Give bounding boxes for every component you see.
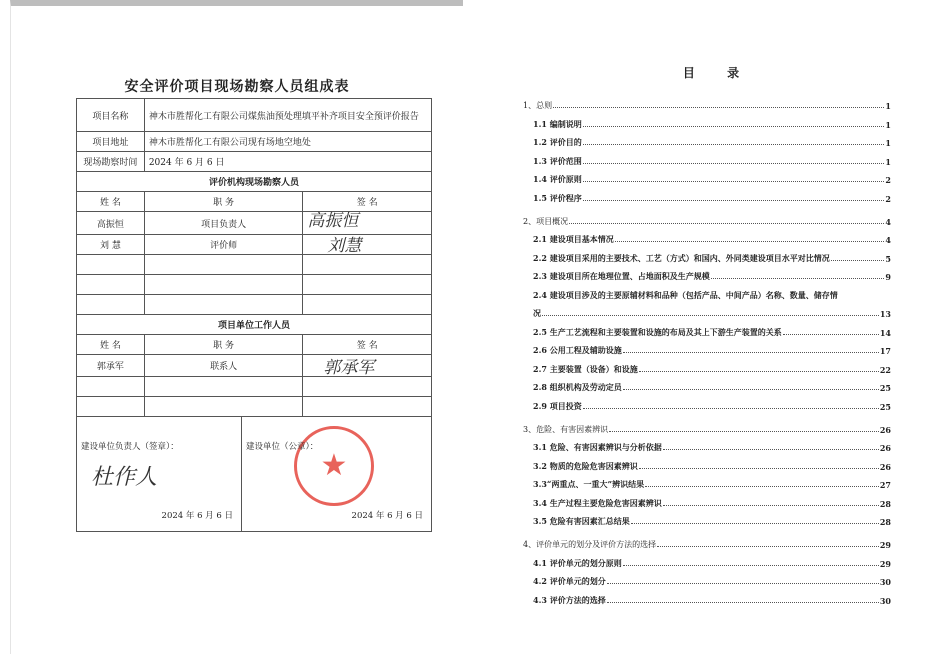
toc-entry[interactable] [523, 472, 891, 491]
signature: 高振恒 [307, 211, 359, 231]
col-name: 姓 名 [77, 335, 145, 355]
toc-leader-dots [583, 181, 885, 182]
staff-role: 项目负责人 [144, 212, 303, 235]
unit-seal-cell [242, 416, 432, 531]
toc-leader-dots [583, 200, 885, 201]
toc-list [523, 88, 891, 606]
toc-entry[interactable] [523, 338, 891, 357]
toc-entry-page: 29 [879, 558, 891, 569]
toc-entry-page: 1 [885, 101, 891, 111]
toc-entry-text: 2.8 组织机构及劳动定员 [533, 382, 622, 392]
toc-entry-page: 30 [879, 595, 891, 606]
address-label: 项目地址 [77, 132, 145, 152]
toc-entry[interactable] [523, 531, 891, 550]
toc-entry[interactable] [523, 550, 891, 569]
toc-entry-page: 1 [885, 119, 891, 130]
leader-sign-cell [77, 416, 242, 531]
toc-entry[interactable] [523, 92, 891, 111]
toc-entry-text: 1.2 评价目的 [533, 137, 582, 147]
toc-entry[interactable] [523, 282, 891, 301]
time-label: 现场勘察时间 [77, 152, 145, 172]
toc-entry-page: 26 [879, 461, 891, 472]
date: 2024 年 6 月 6 日 [161, 510, 233, 521]
staff-name: 郭承军 [77, 355, 145, 377]
toc-entry[interactable] [523, 227, 891, 246]
section-evaluator-staff: 评价机构现场勘察人员 [77, 172, 432, 192]
toc-entry[interactable] [523, 167, 891, 186]
staff-role: 评价师 [144, 235, 303, 255]
toc-leader-dots [783, 334, 879, 335]
toc-leader-dots [623, 389, 879, 390]
col-role: 职 务 [144, 335, 303, 355]
survey-time: 2024 年 6 月 6 日 [144, 152, 431, 172]
toc-entry-text: 4.3 评价方法的选择 [533, 594, 606, 605]
toc-title: 目 录 [682, 66, 754, 80]
form-title: 安全评价项目现场勘察人员组成表 [124, 79, 350, 95]
toc-entry[interactable] [523, 130, 891, 149]
staff-name: 高振恒 [77, 212, 145, 235]
toc-entry[interactable] [523, 453, 891, 472]
toc-entry-page: 28 [879, 517, 891, 527]
toc-leader-dots [615, 241, 885, 242]
col-sign: 签 名 [303, 335, 432, 355]
section-unit-staff: 项目单位工作人员 [77, 315, 432, 335]
leader-label: 建设单位负责人（签章）： [81, 442, 179, 452]
toc-entry[interactable] [523, 148, 891, 167]
leader-signature: 杜作人 [91, 465, 158, 490]
toc-entry[interactable] [523, 393, 891, 412]
toc-entry[interactable] [523, 245, 891, 264]
toc-entry-text: 1.4 评价原则 [533, 174, 582, 184]
toc-entry-page: 30 [879, 577, 891, 587]
date: 2024 年 6 月 6 日 [351, 510, 423, 521]
toc-leader-dots [711, 278, 885, 279]
toc-entry[interactable] [523, 416, 891, 435]
toc-leader-dots [609, 431, 879, 432]
toc-entry-text: 4、评价单元的划分及评价方法的选择 [523, 540, 657, 549]
toc-entry-text: 1.1 编制说明 [533, 118, 582, 129]
toc-entry[interactable] [523, 319, 891, 338]
toc-leader-dots [583, 144, 885, 145]
toc-leader-dots [583, 408, 879, 409]
toc-entry[interactable] [523, 356, 891, 375]
toc-entry-text: 2.3 建设项目所在地理位置、占地面积及生产规模 [533, 271, 710, 281]
toc-entry-page: 22 [879, 364, 891, 375]
toc-entry[interactable] [523, 509, 891, 528]
col-sign: 签 名 [303, 192, 432, 212]
toc-entry[interactable] [523, 111, 891, 130]
toc-leader-dots [639, 468, 879, 469]
toc-entry-page: 4 [885, 235, 891, 245]
project-address: 神木市胜帮化工有限公司现有场地空地处 [144, 132, 431, 152]
toc-leader-dots [553, 107, 884, 108]
project-name: 神木市胜帮化工有限公司煤焦油预处理填平补齐项目安全预评价报告 [144, 99, 431, 132]
signoff-table [76, 416, 432, 532]
toc-leader-dots [631, 523, 879, 524]
toc-entry-text: 3.4 生产过程主要危险危害因素辨识 [533, 497, 662, 508]
toc-leader-dots [663, 505, 879, 506]
signature: 郭承军 [323, 358, 375, 378]
toc-entry-page: 26 [879, 443, 891, 453]
toc-entry[interactable] [523, 208, 891, 227]
toc-entry[interactable] [523, 490, 891, 509]
toc-entry-text: 2.7 主要装置（设备）和设施 [533, 363, 638, 374]
toc-entry-text: 2.6 公用工程及辅助设施 [533, 345, 622, 355]
toc-entry[interactable] [523, 587, 891, 606]
toc-leader-dots [639, 371, 879, 372]
toc-leader-dots [607, 583, 879, 584]
toc-entry-page: 27 [879, 480, 891, 490]
toc-entry-page: 25 [879, 383, 891, 393]
toc-entry-text: 3、危险、有害因素辨识 [523, 424, 609, 434]
personnel-table [76, 98, 432, 417]
toc-entry-page: 9 [885, 272, 891, 282]
toc-entry[interactable] [523, 435, 891, 454]
toc-entry-page: 25 [879, 401, 891, 412]
toc-leader-dots [657, 546, 879, 547]
toc-entry[interactable] [523, 185, 891, 204]
toc-entry-page: 17 [879, 346, 891, 356]
toc-leader-dots [623, 352, 879, 353]
toc-entry-text: 3.2 物质的危险危害因素辨识 [533, 460, 638, 471]
staff-name: 刘 慧 [77, 235, 145, 255]
toc-leader-dots [569, 223, 884, 224]
toc-entry[interactable] [523, 375, 891, 394]
toc-leader-dots [583, 163, 885, 164]
toc-entry-page: 2 [885, 193, 891, 204]
toc-entry-page: 29 [879, 540, 891, 550]
toc-leader-dots [831, 260, 885, 261]
toc-leader-dots [663, 449, 879, 450]
toc-entry-text: 2.4 建设项目涉及的主要原辅材料和品种（包括产品、中间产品）名称、数量、储存情 [533, 289, 838, 300]
company-seal [294, 426, 374, 506]
col-name: 姓 名 [77, 192, 145, 212]
star-icon: ★ [320, 448, 348, 483]
toc-entry-page: 28 [879, 498, 891, 509]
toc-entry-text: 2.5 生产工艺流程和主要装置和设施的布局及其上下游生产装置的关系 [533, 326, 782, 337]
right-page-toc [478, 0, 948, 654]
toc-leader-dots [645, 486, 879, 487]
left-page-personnel-form [10, 0, 463, 654]
toc-entry-text: 4.2 评价单元的划分 [533, 576, 606, 586]
toc-entry-page: 4 [885, 216, 891, 227]
project-name-label: 项目名称 [77, 99, 145, 132]
col-role: 职 务 [144, 192, 303, 212]
toc-entry-page: 1 [885, 156, 891, 167]
toc-leader-dots [623, 565, 879, 566]
toc-entry[interactable] [523, 264, 891, 283]
toc-entry-text: 2.9 项目投资 [533, 400, 582, 411]
toc-entry-text: 3.5 危险有害因素汇总结果 [533, 516, 630, 526]
toc-leader-dots [583, 126, 885, 127]
toc-entry-text: 3.3“两重点、一重大”辨识结果 [533, 479, 645, 489]
toc-entry-page: 1 [885, 138, 891, 148]
toc-entry-text: 2.2 建设项目采用的主要技术、工艺（方式）和国内、外同类建设项目水平对比情况 [533, 252, 830, 263]
staff-role: 联系人 [144, 355, 303, 377]
unit-label: 建设单位（公章）： [246, 442, 319, 452]
toc-entry-text: 3.1 危险、有害因素辨识与分析依据 [533, 442, 662, 452]
toc-entry-text: 1、总则 [523, 101, 553, 110]
toc-entry[interactable] [523, 569, 891, 588]
toc-entry[interactable] [523, 301, 891, 320]
toc-entry-text: 况 [533, 308, 541, 318]
toc-entry-text: 1.5 评价程序 [533, 192, 582, 203]
toc-entry-text: 2、项目概况 [523, 216, 569, 226]
signature: 刘慧 [327, 236, 362, 256]
toc-entry-page: 13 [879, 309, 891, 319]
toc-entry-page: 26 [879, 424, 891, 435]
toc-entry-page: 2 [885, 175, 891, 185]
toc-leader-dots [607, 602, 879, 603]
toc-leader-dots [542, 315, 879, 316]
toc-entry-text: 2.1 建设项目基本情况 [533, 234, 614, 244]
toc-entry-page: 14 [879, 327, 891, 338]
toc-entry-text: 1.3 评价范围 [533, 155, 582, 166]
toc-entry-page: 5 [885, 253, 891, 264]
toc-entry-text: 4.1 评价单元的划分原则 [533, 557, 622, 568]
